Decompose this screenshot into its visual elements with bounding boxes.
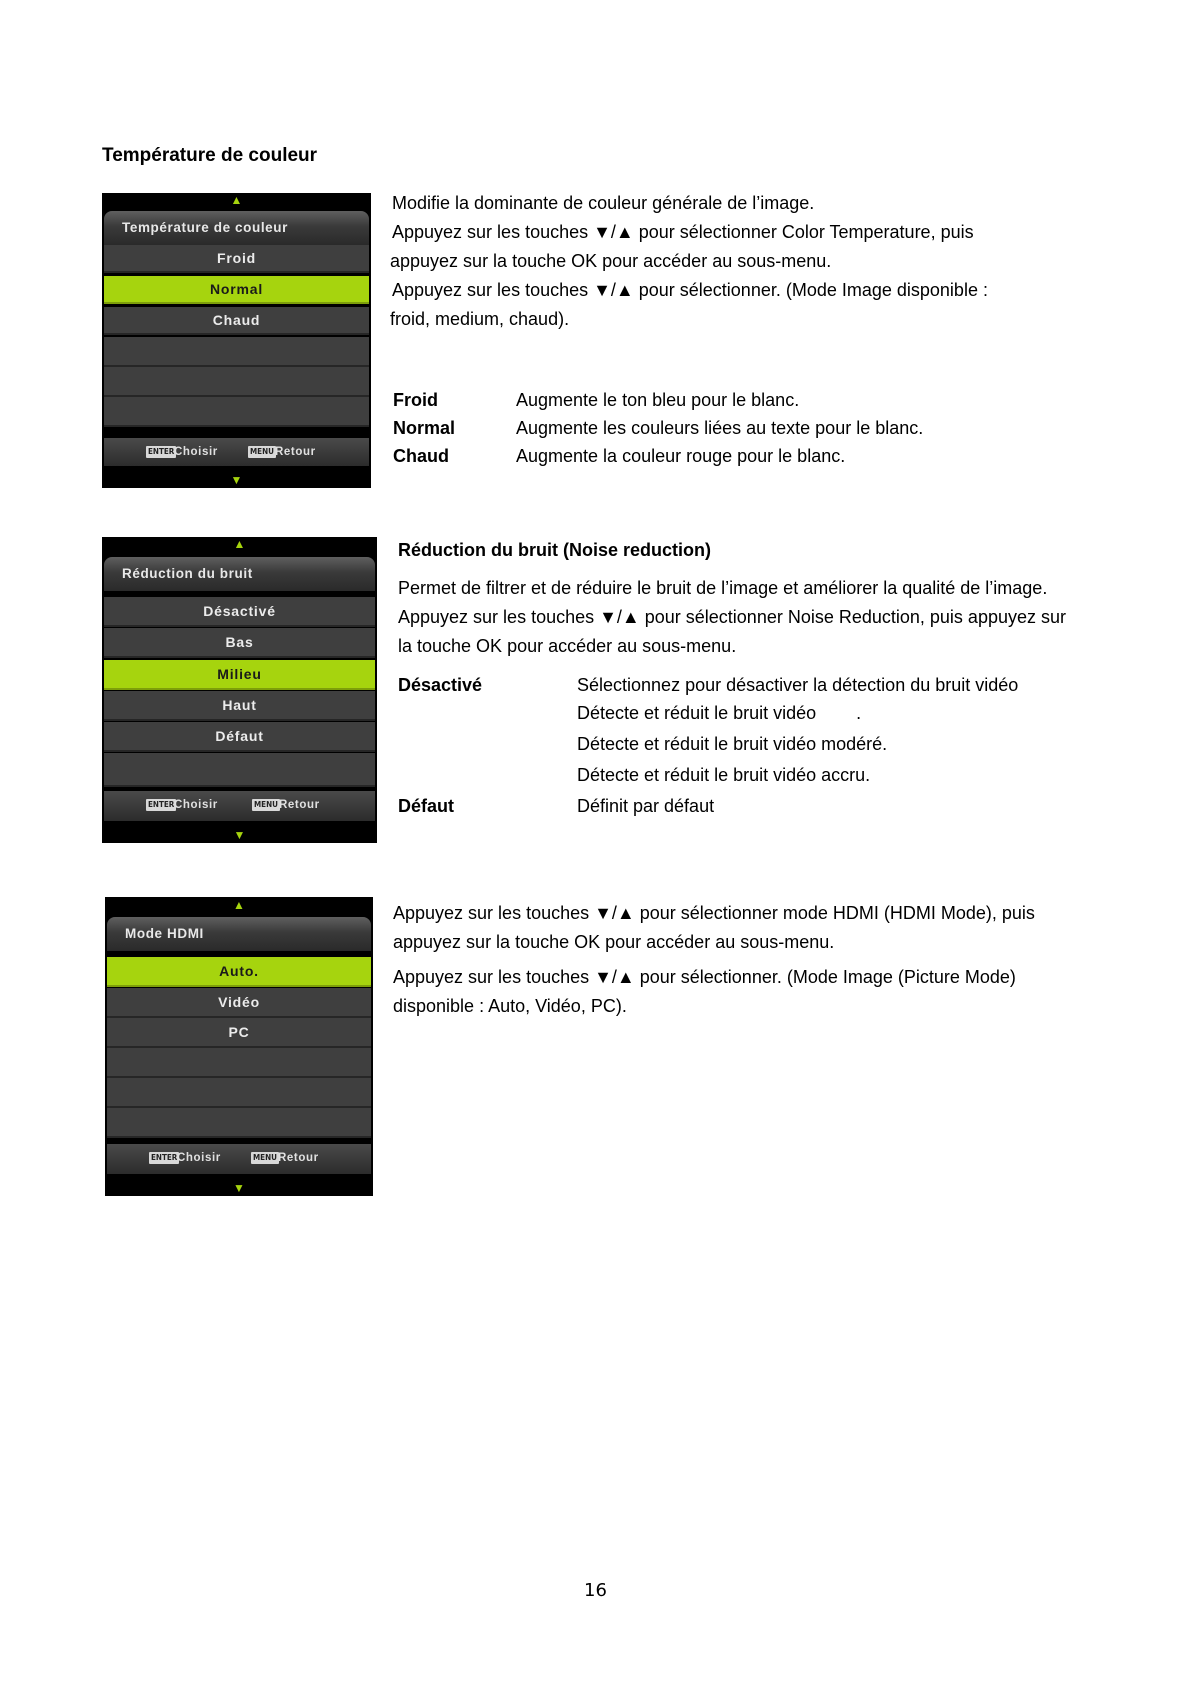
definition-term: Normal — [393, 418, 456, 438]
paragraph-line: appuyez sur la touche OK pour accéder au sous-menu. — [393, 932, 835, 952]
menu-title: Température de couleur — [104, 211, 369, 245]
definition-desc: Augmente le ton bleu pour le blanc. — [516, 390, 800, 410]
menu-item-froid[interactable]: Froid — [104, 245, 369, 273]
menu-item-milieu[interactable]: Milieu — [104, 660, 375, 690]
definition-desc: Définit par défaut — [577, 796, 715, 816]
menu-item-empty — [104, 397, 369, 427]
menu-footer — [104, 438, 369, 466]
definition-term: Défaut — [398, 796, 455, 816]
menu-item-empty — [104, 367, 369, 397]
definition-term: Froid — [393, 390, 438, 410]
menu-title: Réduction du bruit — [104, 557, 375, 591]
up-arrow-icon[interactable]: ▲ — [233, 537, 246, 551]
choose-label: Choisir — [174, 446, 218, 458]
menu-key-icon[interactable]: MENU — [253, 1153, 277, 1162]
enter-key-icon[interactable]: ENTER — [148, 447, 175, 456]
menu-item-pc[interactable]: PC — [107, 1018, 371, 1048]
menu-item-empty — [104, 337, 369, 367]
menu-item-desactive[interactable]: Désactivé — [104, 597, 375, 627]
paragraph-line: la touche OK pour accéder au sous-menu. — [398, 636, 737, 656]
paragraph-line: Permet de filtrer et de réduire le bruit de l’image et améliorer la qualité de l’image. — [398, 578, 1048, 598]
paragraph-line: Appuyez sur les touches ▼/▲ pour sélectionner Color Temperature, puis — [392, 222, 974, 242]
paragraph-line: appuyez sur la touche OK pour accéder au sous-menu. — [390, 251, 832, 271]
back-label: Retour — [279, 799, 320, 811]
color-temperature-menu — [102, 193, 371, 488]
paragraph-line: disponible : Auto, Vidéo, PC). — [393, 996, 627, 1016]
menu-item-defaut[interactable]: Défaut — [104, 722, 375, 752]
paragraph-line: Modifie la dominante de couleur générale de l’image. — [392, 193, 815, 213]
definition-desc: Sélectionnez pour désactiver la détection du bruit vidéo — [577, 675, 1019, 695]
up-arrow-icon[interactable]: ▲ — [233, 898, 245, 912]
menu-footer — [104, 791, 375, 821]
menu-item-empty — [107, 1048, 371, 1078]
menu-item-auto[interactable]: Auto. — [107, 957, 371, 987]
back-label: Retour — [275, 446, 316, 458]
definition-desc: Augmente la couleur rouge pour le blanc. — [516, 446, 846, 466]
up-arrow-icon[interactable]: ▲ — [230, 193, 243, 207]
definition-desc: Détecte et réduit le bruit vidéo modéré. — [577, 734, 888, 754]
choose-label: Choisir — [177, 1152, 221, 1164]
menu-item-empty — [107, 1078, 371, 1108]
page-number: 16 — [584, 1580, 607, 1601]
down-arrow-icon[interactable]: ▼ — [230, 473, 243, 487]
menu-item-haut[interactable]: Haut — [104, 691, 375, 721]
menu-item-video[interactable]: Vidéo — [107, 988, 371, 1018]
menu-key-icon[interactable]: MENU — [250, 447, 274, 456]
back-label: Retour — [278, 1152, 319, 1164]
noise-reduction-menu — [102, 537, 377, 843]
hdmi-mode-menu — [105, 897, 373, 1196]
section-heading-noise-reduction: Réduction du bruit (Noise reduction) — [398, 540, 711, 560]
definition-desc: Augmente les couleurs liées au texte pour le blanc. — [516, 418, 924, 438]
menu-key-icon[interactable]: MENU — [254, 800, 278, 809]
enter-key-icon[interactable]: ENTER — [151, 1153, 178, 1162]
menu-title: Mode HDMI — [107, 917, 371, 951]
paragraph-line: Appuyez sur les touches ▼/▲ pour sélectionner Noise Reduction, puis appuyez sur — [398, 607, 1066, 627]
section-heading-color-temperature: Température de couleur — [102, 145, 318, 166]
menu-item-normal[interactable]: Normal — [104, 276, 369, 304]
definition-desc: Détecte et réduit le bruit vidéo accru. — [577, 765, 871, 785]
enter-key-icon[interactable]: ENTER — [148, 800, 175, 809]
paragraph-line: froid, medium, chaud). — [390, 309, 570, 329]
choose-label: Choisir — [174, 799, 218, 811]
menu-item-bas[interactable]: Bas — [104, 628, 375, 658]
down-arrow-icon[interactable]: ▼ — [233, 1181, 245, 1195]
menu-item-empty — [107, 1108, 371, 1138]
definition-desc: Détecte et réduit le bruit vidéo . — [577, 703, 862, 723]
paragraph-line: Appuyez sur les touches ▼/▲ pour sélectionner. (Mode Image disponible : — [392, 280, 988, 300]
paragraph-line: Appuyez sur les touches ▼/▲ pour sélectionner mode HDMI (HDMI Mode), puis — [393, 903, 1035, 923]
menu-footer — [107, 1144, 371, 1174]
down-arrow-icon[interactable]: ▼ — [233, 828, 246, 842]
paragraph-line: Appuyez sur les touches ▼/▲ pour sélectionner. (Mode Image (Picture Mode) — [393, 967, 1016, 987]
definition-term: Désactivé — [398, 675, 483, 695]
menu-item-chaud[interactable]: Chaud — [104, 307, 369, 335]
menu-item-empty — [104, 753, 375, 787]
definition-term: Chaud — [393, 446, 449, 466]
